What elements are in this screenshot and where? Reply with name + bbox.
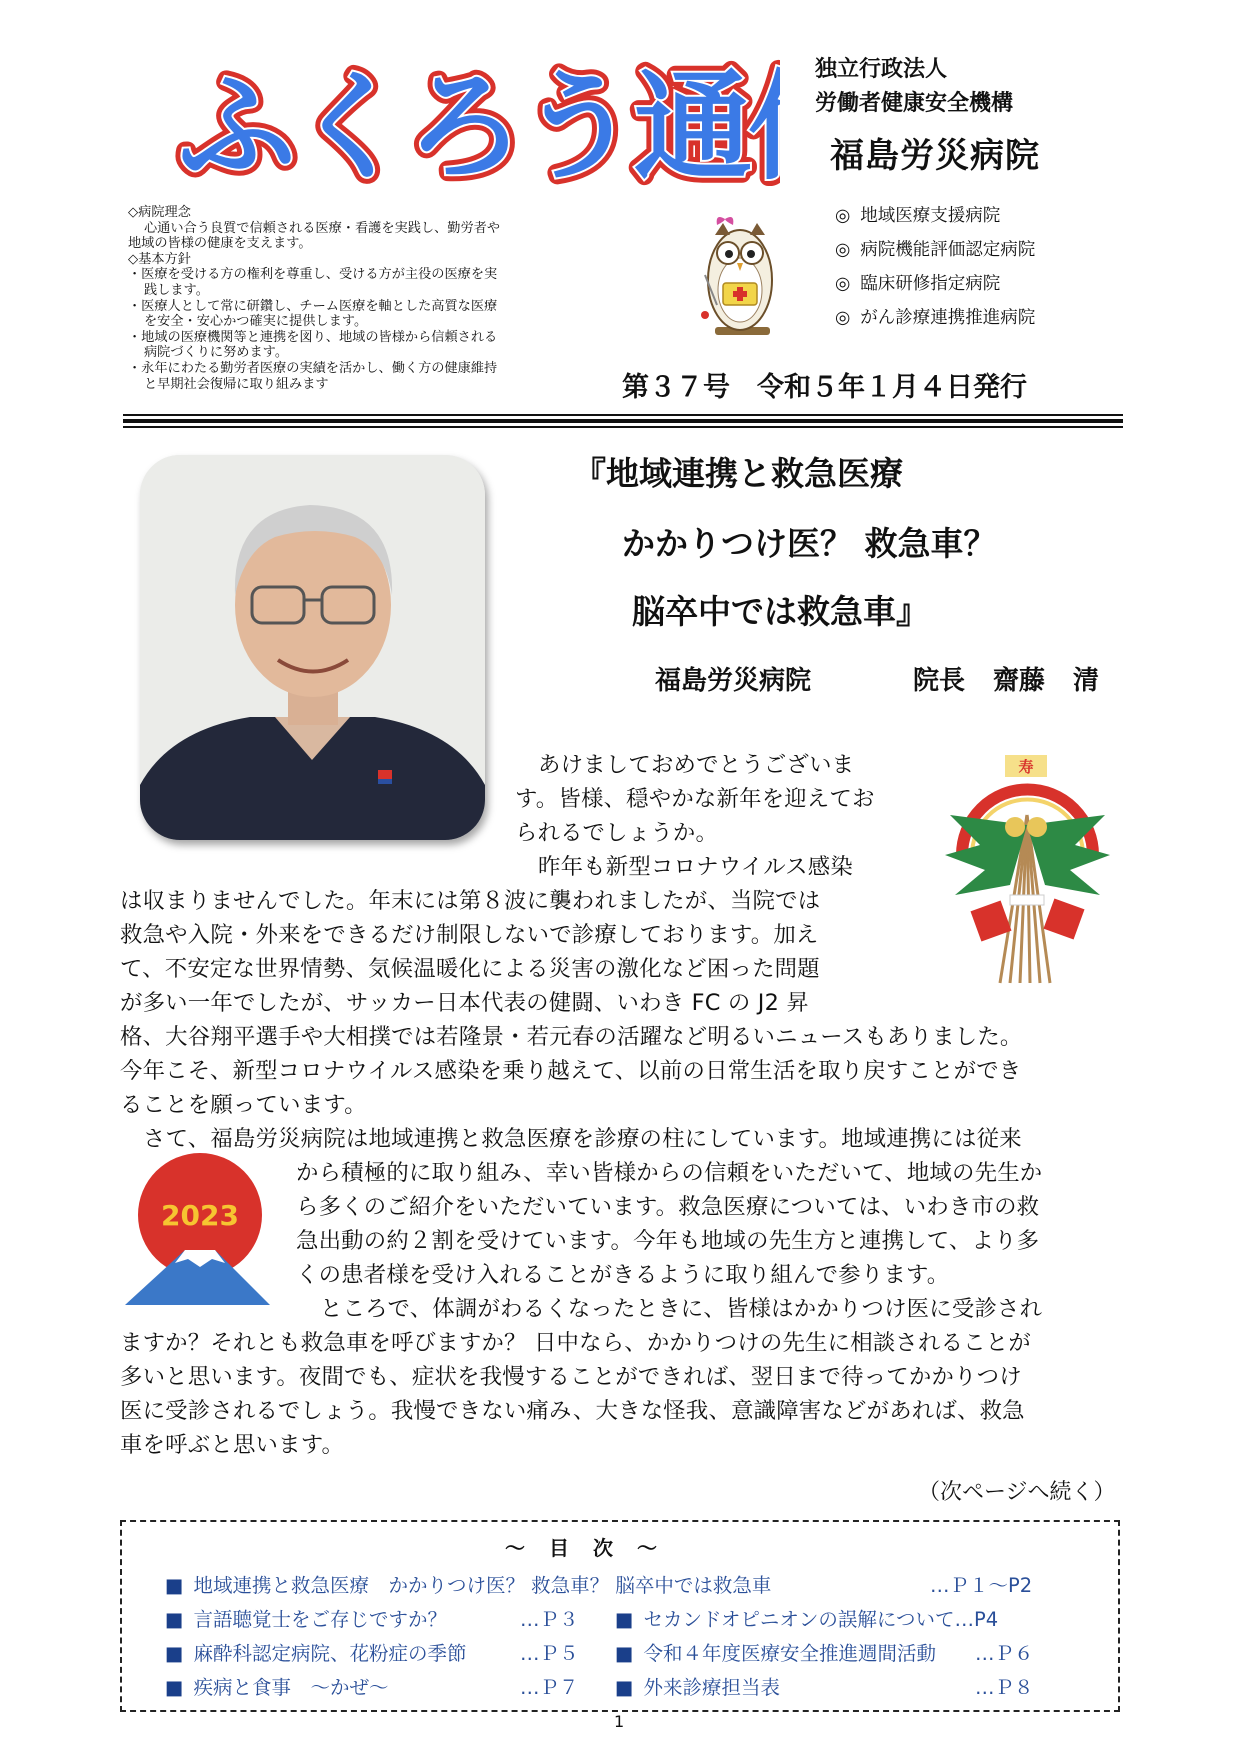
- square-bullet-icon: ■: [165, 1608, 184, 1631]
- toc-item-label: 言語聴覚士をご存じですか？: [193, 1608, 447, 1631]
- toc-item-label: 外来診療担当表: [643, 1676, 780, 1699]
- certification-label: がん診療連携推進病院: [860, 308, 1036, 328]
- philosophy-text: 地域の皆様の健康を支えます。: [128, 236, 312, 252]
- hospital-principles: [128, 205, 608, 392]
- toc-page-ref: …P4: [954, 1608, 999, 1631]
- double-circle-icon: ◎: [835, 206, 851, 226]
- author-given-name: 清: [1073, 666, 1100, 696]
- philosophy-text: 心通い合う良質で信頼される医療・看護を実践し、勤労者や: [144, 220, 501, 236]
- article-paragraph-line: あけましておめでとうございま: [538, 752, 855, 778]
- article-paragraph-line: は収まりませんでした。年末には第８波に襲われましたが、当院では: [120, 888, 821, 914]
- policy-item: ・地域の医療機関等と連携を図り、地域の皆様から信頼される: [128, 329, 498, 345]
- toc-page-ref: …Ｐ３: [520, 1608, 579, 1631]
- toc-item[interactable]: [615, 1638, 936, 1666]
- article-title-line3: 脳卒中では救急車』: [632, 592, 929, 631]
- year-label: 2023: [161, 1199, 239, 1232]
- article-paragraph-line: 医に受診されるでしょう。我慢できない痛み、大きな怪我、意識障害などがあれば、救急: [120, 1398, 1025, 1424]
- toc-page-ref: …Ｐ７: [520, 1676, 579, 1699]
- square-bullet-icon: ■: [165, 1676, 184, 1699]
- double-circle-icon: ◎: [835, 308, 851, 328]
- toc-page-ref: …Ｐ８: [975, 1676, 1034, 1699]
- article-paragraph-line: 救急や入院・外来をできるだけ制限しないで診療しております。加え: [120, 922, 819, 948]
- owl-mascot-icon: [685, 205, 795, 345]
- toc-page-ref: …Ｐ１～P2: [930, 1574, 1033, 1597]
- article-paragraph-line: から積極的に取り組み、幸い皆様からの信頼をいただいて、地域の先生か: [296, 1160, 1043, 1186]
- square-bullet-icon: ■: [165, 1642, 184, 1665]
- article-paragraph-line: 車を呼ぶと思います。: [120, 1432, 345, 1458]
- article-paragraph-line: ら多くのご紹介をいただいています。救急医療については、いわき市の救: [296, 1194, 1040, 1220]
- policy-item: 病院づくりに努めます。: [144, 345, 289, 361]
- policy-item: を安全・安心かつ確実に提供します。: [144, 314, 368, 330]
- policy-item: ・医療を受ける方の権利を尊重し、受ける方が主役の医療を実: [128, 267, 498, 283]
- toc-item[interactable]: [615, 1604, 998, 1632]
- newsletter-title-logo: [170, 38, 780, 208]
- title-fill: ふくろう通: [178, 58, 749, 196]
- continued-next-page: （次ページへ続く）: [918, 1480, 1116, 1505]
- article-paragraph-line: られるでしょうか。: [515, 820, 719, 846]
- toc-item[interactable]: [165, 1570, 771, 1598]
- square-bullet-icon: ■: [165, 1574, 184, 1597]
- certification-item: [835, 270, 1000, 295]
- article-paragraph-line: 多いと思います。夜間でも、症状を我慢することができれば、翌日まで待ってかかりつけ: [120, 1364, 1022, 1390]
- kotobuki-char: 寿: [1018, 758, 1034, 776]
- toc-item-label: 令和４年度医療安全推進週間活動: [643, 1642, 936, 1665]
- article-paragraph-line: ところで、体調がわるくなったときに、皆様はかかりつけ医に受診され: [320, 1296, 1043, 1322]
- toc-page-ref: …Ｐ５: [520, 1642, 579, 1665]
- policy-item: 践します。: [144, 282, 209, 298]
- title-outline: ふくろう通: [178, 58, 749, 196]
- header-divider: [123, 419, 1123, 423]
- article-title-line2: かかりつけ医？ 救急車？: [622, 524, 997, 563]
- article-paragraph-line: 昨年も新型コロナウイルス感染: [538, 854, 853, 880]
- philosophy-heading: ◇病院理念: [128, 205, 191, 220]
- author-hospital: 福島労災病院: [655, 666, 812, 696]
- director-portrait: [140, 455, 485, 840]
- double-circle-icon: ◎: [835, 240, 851, 260]
- issue-number-date: 第３７号 令和５年１月４日発行: [622, 372, 1027, 403]
- double-circle-icon: ◎: [835, 274, 851, 294]
- page-number: 1: [614, 1712, 625, 1731]
- author-role: 院長: [913, 666, 966, 696]
- square-bullet-icon: ■: [615, 1608, 634, 1631]
- toc-page-ref: …Ｐ６: [975, 1642, 1034, 1665]
- policy-item: ・医療人として常に研鑽し、チーム医療を軸とした高質な医療: [128, 298, 498, 314]
- article-paragraph-line: ますか？それとも救急車を呼びますか？ 日中なら、かかりつけの先生に相談されることが: [120, 1330, 1031, 1356]
- certification-item: [835, 236, 1035, 261]
- article-paragraph-line: 格、大谷翔平選手や大相撲では若隆景・若元春の活躍など明るいニュースもありました。: [120, 1024, 1023, 1050]
- article-paragraph-line: す。皆様、穏やかな新年を迎えてお: [515, 786, 875, 812]
- square-bullet-icon: ■: [615, 1642, 634, 1665]
- toc-item[interactable]: [165, 1638, 466, 1666]
- article-paragraph-line: 急出動の約２割を受けています。今年も地域の先生方と連携して、より多: [296, 1228, 1040, 1254]
- certification-item: [835, 202, 1000, 227]
- header-divider: [123, 426, 1123, 428]
- header-divider: [123, 414, 1123, 416]
- toc-heading: ～ 目 次 ～: [505, 1536, 659, 1560]
- certification-label: 病院機能評価認定病院: [860, 240, 1036, 260]
- article-paragraph-line: さて、福島労災病院は地域連携と救急医療を診療の柱にしています。地域連携には従来: [143, 1126, 1022, 1152]
- certification-label: 地域医療支援病院: [860, 206, 1001, 226]
- policy-item: ・永年にわたる勤労者医療の実績を活かし、働く方の健康維持: [128, 360, 498, 376]
- hospital-name: 福島労災病院: [830, 136, 1040, 176]
- toc-item-label: 疾病と食事 ～かぜ～: [193, 1676, 389, 1699]
- org-name-line1: 独立行政法人: [815, 57, 948, 82]
- article-paragraph-line: ることを願っています。: [120, 1092, 367, 1118]
- toc-item-label: 麻酔科認定病院、花粉症の季節: [193, 1642, 467, 1665]
- article-paragraph-line: 今年こそ、新型コロナウイルス感染を乗り越えて、以前の日常生活を取り戻すことができ: [120, 1058, 1022, 1084]
- article-author: [655, 660, 1099, 697]
- new-year-decoration-icon: [940, 755, 1115, 985]
- square-bullet-icon: ■: [615, 1676, 634, 1699]
- article-paragraph-line: が多い一年でしたが、サッカー日本代表の健闘、いわき FC の J2 昇: [120, 990, 809, 1016]
- policy-heading: ◇基本方針: [128, 251, 191, 267]
- toc-item[interactable]: [165, 1672, 388, 1700]
- toc-item[interactable]: [165, 1604, 447, 1632]
- author-surname: 齋藤: [993, 666, 1046, 696]
- new-year-sun-mountain-icon: [120, 1145, 275, 1310]
- org-name-line2: 労働者健康安全機構: [815, 91, 1014, 116]
- toc-item-label: 地域連携と救急医療 かかりつけ医？ 救急車？ 脳卒中では救急車: [193, 1574, 772, 1597]
- policy-item: と早期社会復帰に取り組みます: [144, 376, 329, 392]
- article-title-line1: 『地域連携と救急医療: [573, 454, 903, 493]
- certification-label: 臨床研修指定病院: [860, 274, 1001, 294]
- certification-item: [835, 304, 1035, 329]
- article-paragraph-line: くの患者様を受け入れることがきるように取り組んで参ります。: [296, 1262, 950, 1288]
- toc-item[interactable]: [615, 1672, 780, 1700]
- toc-item-label: セカンドオピニオンの誤解について: [643, 1608, 955, 1631]
- article-paragraph-line: て、不安定な世界情勢、気候温暖化による災害の激化など困った問題: [120, 956, 820, 982]
